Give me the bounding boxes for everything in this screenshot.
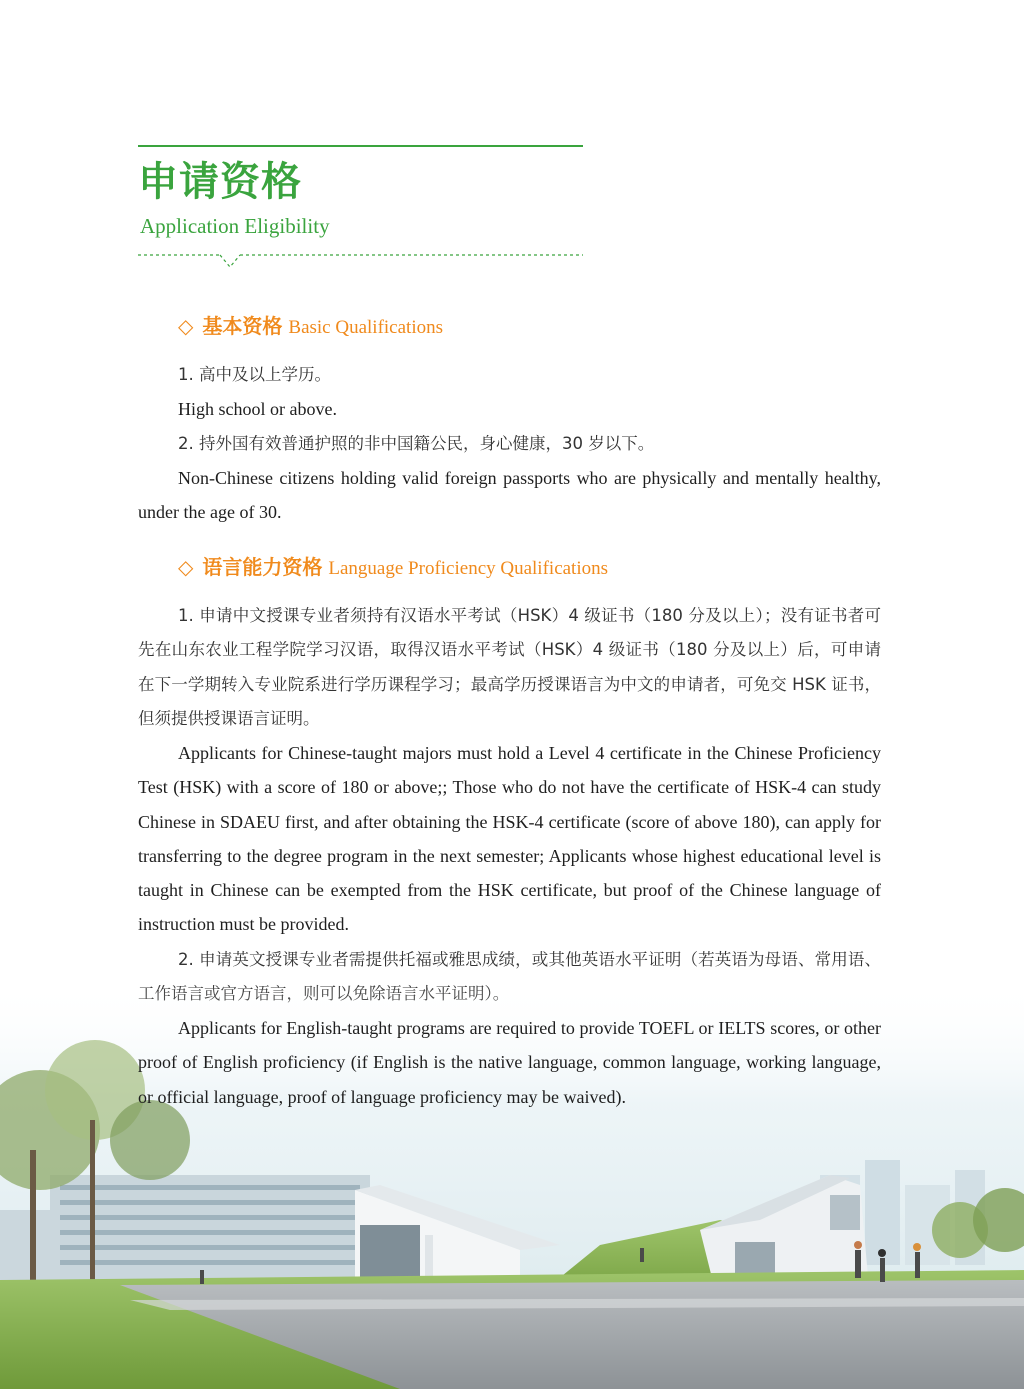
page-title-en: Application Eligibility [140, 214, 330, 238]
page-title-cn: 申请资格 [138, 159, 302, 205]
dashed-divider [138, 246, 583, 272]
basic-qualifications-heading [178, 310, 443, 342]
language-item1-en: Applicants for Chinese-taught majors must hold a Level 4 certificate in the Chinese Proficiency Test (HSK) with a score of 180 or above;; Those who do not have the certificate of HSK-4 can study Chinese in SDAEU first, and after obtaining the HSK-4 certificate (score of above 180), can apply for transferring to the degree program in the next semester; Applicants whose highest educational level is taught in Chinese can be exempted from the HSK certificate, but proof of the Chinese language of instruction must be provided. [138, 743, 881, 935]
basic-item2-en: Non-Chinese citizens holding valid foreign passports who are physically and mentally healthy, under the age of 30. [138, 468, 881, 523]
language-item2-cn: 2. 申请英文授课专业者需提供托福或雅思成绩，或其他英语水平证明（若英语为母语、常用语、 [178, 950, 881, 969]
language-item1-cn: 1. 申请中文授课专业者须持有汉语水平考试（HSK）4 级证书（180 分及以上）；没有证书者可先在山东农业工程学院学习汉语，取得汉语水平考试（HSK）4 级证书（180 分及以上）后，可申请在下一学期转入专业院系进行学历课程学习；最高学历授课语言为中文的申请者，可免交 HSK 证书，但须提供授课语言证明。 [138, 606, 881, 729]
basic-heading-cn: 基本资格 [202, 314, 283, 338]
top-rule [138, 145, 583, 147]
language-heading-en: Language Proficiency Qualifications [328, 558, 609, 579]
basic-item1-en: High school or above. [178, 399, 337, 419]
diamond-icon: ◇ [178, 555, 194, 579]
language-item2-en: Applicants for English-taught programs are required to provide TOEFL or IELTS scores, or other proof of English proficiency (if English is the native language, common language, working language, or official language, proof of language proficiency may be waived). [138, 1018, 881, 1107]
basic-item2-cn: 2. 持外国有效普通护照的非中国籍公民，身心健康，30 岁以下。 [178, 434, 655, 453]
basic-item1-cn: 1. 高中及以上学历。 [178, 365, 331, 384]
diamond-icon: ◇ [178, 314, 194, 338]
language-qualifications-heading [178, 551, 608, 583]
language-heading-cn: 语言能力资格 [202, 555, 323, 579]
basic-heading-en: Basic Qualifications [288, 317, 443, 338]
